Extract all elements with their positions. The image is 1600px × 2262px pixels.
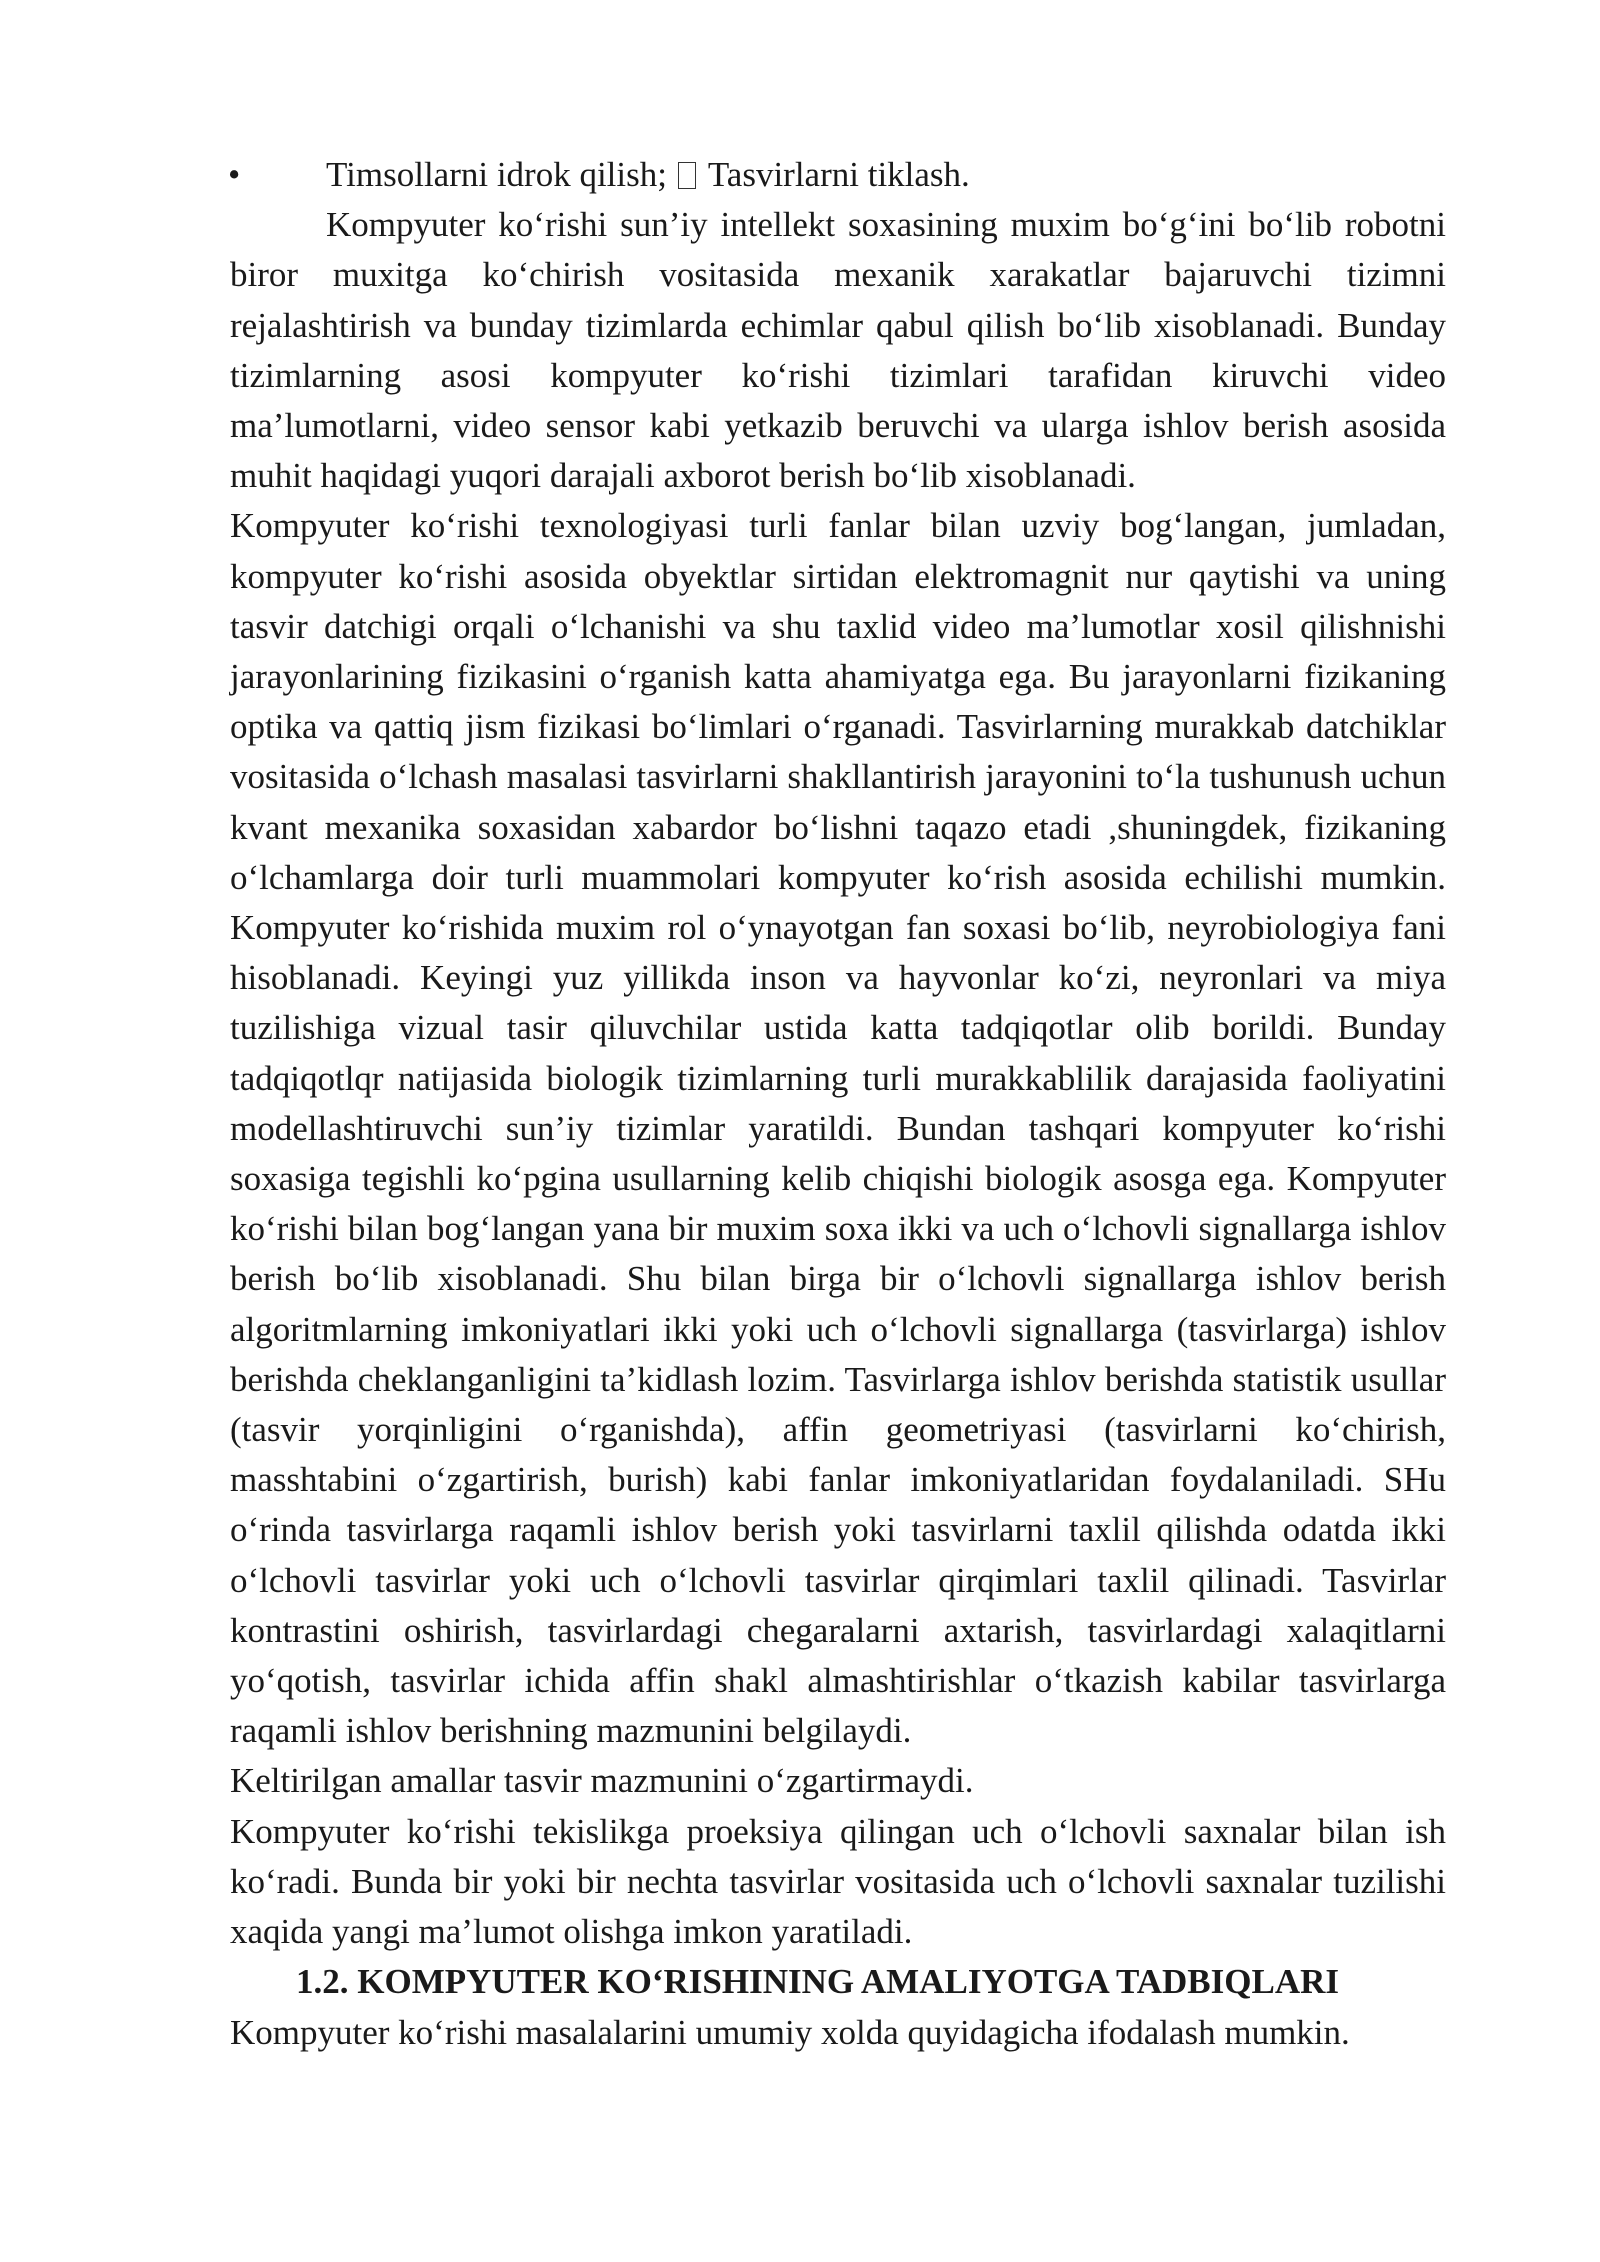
- bullet-item-1: Timsollarni idrok qilish;: [326, 155, 667, 194]
- section-heading: 1.2. KOMPYUTER KO‘RISHINING AMALIYOTGA TADBIQLARI: [296, 1962, 1339, 2002]
- paragraph-intro: Kompyuter ko‘rishi sun’iy intellekt soxasining muxim bo‘g‘ini bo‘lib robotni biror muxitga ko‘chirish vositasida mexanik xarakatlar bajaruvchi tizimni rejalashtirish va bunday tizimlarda echimlar qabul qilish bo‘lib xisoblanadi. Bunday tizimlarning asosi kompyuter ko‘rishi tizimlari tarafidan kiruvchi video ma’lumotlarni, video sensor kabi yetkazib beruvchi va ularga ishlov berish asosida muhit haqidagi yuqori darajali axborot berish bo‘lib xisoblanadi.: [230, 205, 1446, 496]
- paragraph-technology: Kompyuter ko‘rishi texnologiyasi turli fanlar bilan uzviy bog‘langan, jumladan, kompyuter ko‘rishi asosida obyektlar sirtidan elektromagnit nur qaytishi va uning tasvir datchigi orqali o‘lchanishi va shu taxlid video ma’lumotlar xosil qilishnishi jarayonlarining fizikasini o‘rganish katta ahamiyatga ega. Bu jarayonlarni fizikaning optika va qattiq jism fizikasi bo‘limlari o‘rganadi. Tasvirlarning murakkab datchiklar vositasida o‘lchash masalasi tasvirlarni shakllantirish jarayonini to‘la tushunush uchun kvant mexanika soxasidan xabardor bo‘lishni taqazo etadi ,shuningdek, fizikaning o‘lchamlarga doir turli muammolari kompyuter ko‘rish asosida echilishi mumkin. Kompyuter ko‘rishida muxim rol o‘ynayotgan fan soxasi bo‘lib, neyrobiologiya fani hisoblanadi. Keyingi yuz yillikda inson va hayvonlar ko‘zi, neyronlari va miya tuzilishiga vizual tasir qiluvchilar ustida katta tadqiqotlar olib borildi. Bunday tadqiqotlqr natijasida biologik tizimlarning turli murakkablilik darajasida faoliyatini modellashtiruvchi sun’iy tizimlar yaratildi. Bundan tashqari kompyuter ko‘rishi soxasiga tegishli ko‘pgina usullarning kelib chiqishi biologik asosga ega. Kompyuter ko‘rishi bilan bog‘langan yana bir muxim soxa ikki va uch o‘lchovli signallarga ishlov berish bo‘lib xisoblanadi. Shu bilan birga bir o‘lchovli signallarga ishlov berish algoritmlarning imkoniyatlari ikki yoki uch o‘lchovli signallarga (tasvirlarga) ishlov berishda cheklanganligini ta’kidlash lozim. Tasvirlarga ishlov berishda statistik usullar (tasvir yorqinligini o‘rganishda), affin geometriyasi (tasvirlarni ko‘chirish, masshtabini o‘zgartirish, burish) kabi fanlar imkoniyatlaridan foydalaniladi. SHu o‘rinda tasvirlarga raqamli ishlov berish yoki tasvirlarni taxlil qilishda odatda ikki o‘lchovli tasvirlar yoki uch o‘lchovli tasvirlar qirqimlari taxlil qilinadi. Tasvirlar kontrastini oshirish, tasvirlardagi chegaralarni axtarish, tasvirlardagi xalaqitlarni yo‘qotish, tasvirlar ichida affin shakl almashtirishlar o‘tkazish kabilar tasvirlarga raqamli ishlov berishning mazmunini belgilaydi.: [230, 506, 1446, 1751]
- bullet-list-item: [230, 150, 1446, 200]
- missing-glyph-icon: [678, 162, 696, 189]
- paragraph-projection: Kompyuter ko‘rishi tekislikga proeksiya qilingan uch o‘lchovli saxnalar bilan ish ko‘radi. Bunda bir yoki bir nechta tasvirlar vositasida uch o‘lchovli saxnalar tuzilishi xaqida yangi ma’lumot olishga imkon yaratiladi.: [230, 1811, 1446, 1952]
- paragraph-closing: Kompyuter ko‘rishi masalalarini umumiy xolda quyidagicha ifodalash mumkin.: [230, 2012, 1350, 2052]
- bullet-icon: •: [228, 155, 241, 194]
- document-page: [230, 150, 1446, 2058]
- paragraph-operations: Keltirilgan amallar tasvir mazmunini o‘zgartirmaydi.: [230, 1761, 974, 1801]
- bullet-item-2: Tasvirlarni tiklash.: [707, 155, 970, 194]
- bullet-text: [326, 150, 970, 200]
